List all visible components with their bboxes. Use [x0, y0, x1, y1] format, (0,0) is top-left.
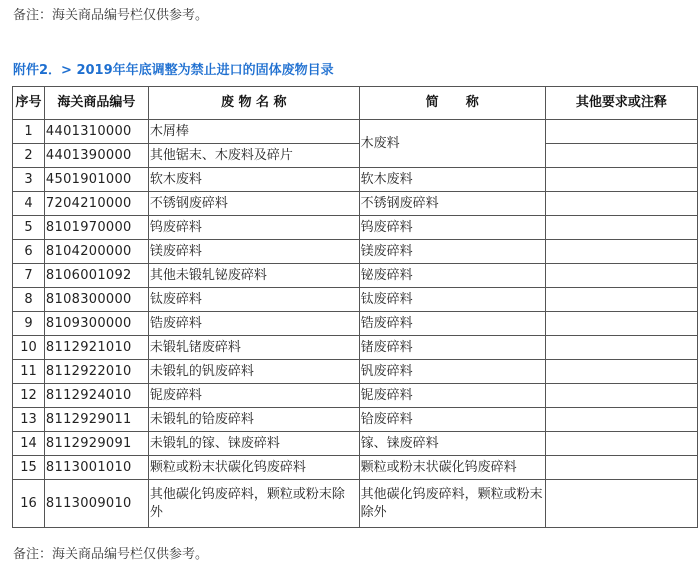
- cell-note: [545, 288, 697, 312]
- cell-short: 锗废碎料: [359, 336, 545, 360]
- table-row: [13, 336, 698, 360]
- cell-short: 颗粒或粉末状碳化钨废碎料: [359, 456, 545, 480]
- cell-code: 7204210000: [44, 192, 148, 216]
- cell-note: [545, 168, 697, 192]
- cell-short: 其他碳化钨废碎料，颗粒或粉末除外: [359, 480, 545, 528]
- cell-name: 木屑棒: [148, 120, 359, 144]
- table-row: [13, 288, 698, 312]
- header-note: 其他要求或注释: [545, 87, 697, 120]
- cell-note: [545, 312, 697, 336]
- cell-seq: 2: [13, 144, 45, 168]
- cell-code: 8113001010: [44, 456, 148, 480]
- cell-note: [545, 456, 697, 480]
- cell-short: 铋废碎料: [359, 264, 545, 288]
- cell-short: 不锈钢废碎料: [359, 192, 545, 216]
- cell-name: 颗粒或粉末状碳化钨废碎料: [148, 456, 359, 480]
- cell-short: 钨废碎料: [359, 216, 545, 240]
- bottom-note: 备注：海关商品编号栏仅供参考。: [13, 547, 209, 562]
- table-row: [13, 192, 698, 216]
- cell-code: 4401390000: [44, 144, 148, 168]
- table-row: [13, 360, 698, 384]
- cell-note: [545, 360, 697, 384]
- cell-code: 4501901000: [44, 168, 148, 192]
- table-row: [13, 264, 698, 288]
- header-short: 简 称: [359, 87, 545, 120]
- cell-name: 铌废碎料: [148, 384, 359, 408]
- cell-code: 8101970000: [44, 216, 148, 240]
- cell-short: 钒废碎料: [359, 360, 545, 384]
- cell-note: [545, 120, 697, 144]
- cell-seq: 16: [13, 480, 45, 528]
- cell-name: 不锈钢废碎料: [148, 192, 359, 216]
- cell-name: 软木废料: [148, 168, 359, 192]
- cell-name: 未锻轧锗废碎料: [148, 336, 359, 360]
- table-row: [13, 120, 698, 144]
- cell-short: 铪废碎料: [359, 408, 545, 432]
- table-row: [13, 384, 698, 408]
- cell-seq: 3: [13, 168, 45, 192]
- cell-seq: 7: [13, 264, 45, 288]
- cell-short: 铌废碎料: [359, 384, 545, 408]
- table-row: [13, 216, 698, 240]
- cell-seq: 4: [13, 192, 45, 216]
- table-row: [13, 432, 698, 456]
- table-row: [13, 480, 698, 528]
- cell-seq: 1: [13, 120, 45, 144]
- table-header-row: [13, 87, 698, 120]
- cell-short: 木废料: [359, 120, 545, 168]
- table-row: [13, 456, 698, 480]
- cell-code: 8112922010: [44, 360, 148, 384]
- cell-seq: 12: [13, 384, 45, 408]
- table-row: [13, 312, 698, 336]
- cell-note: [545, 264, 697, 288]
- cell-seq: 9: [13, 312, 45, 336]
- cell-name: 钨废碎料: [148, 216, 359, 240]
- cell-name: 其他未锻轧铋废碎料: [148, 264, 359, 288]
- cell-seq: 5: [13, 216, 45, 240]
- cell-name: 未锻轧的钒废碎料: [148, 360, 359, 384]
- cell-short: 镓、铼废碎料: [359, 432, 545, 456]
- cell-note: [545, 192, 697, 216]
- cell-short: 镁废碎料: [359, 240, 545, 264]
- cell-name: 锆废碎料: [148, 312, 359, 336]
- cell-code: 8112929091: [44, 432, 148, 456]
- cell-code: 8112924010: [44, 384, 148, 408]
- cell-code: 4401310000: [44, 120, 148, 144]
- cell-seq: 6: [13, 240, 45, 264]
- waste-catalog-table: [12, 86, 698, 528]
- header-seq: 序号: [13, 87, 45, 120]
- cell-code: 8113009010: [44, 480, 148, 528]
- cell-seq: 13: [13, 408, 45, 432]
- cell-name: 其他锯末、木废料及碎片: [148, 144, 359, 168]
- cell-short: 锆废碎料: [359, 312, 545, 336]
- cell-note: [545, 216, 697, 240]
- table-row: [13, 408, 698, 432]
- cell-seq: 15: [13, 456, 45, 480]
- cell-note: [545, 408, 697, 432]
- cell-seq: 8: [13, 288, 45, 312]
- cell-name: 镁废碎料: [148, 240, 359, 264]
- cell-name: 未锻轧的镓、铼废碎料: [148, 432, 359, 456]
- cell-name: 钛废碎料: [148, 288, 359, 312]
- cell-code: 8112921010: [44, 336, 148, 360]
- header-name: 废 物 名 称: [148, 87, 359, 120]
- cell-name: 其他碳化钨废碎料，颗粒或粉末除外: [148, 480, 359, 528]
- cell-code: 8104200000: [44, 240, 148, 264]
- cell-code: 8112929011: [44, 408, 148, 432]
- cell-short: 软木废料: [359, 168, 545, 192]
- header-code: 海关商品编号: [44, 87, 148, 120]
- cell-seq: 14: [13, 432, 45, 456]
- attachment-heading: 附件2．> 2019年年底调整为禁止进口的固体废物目录: [13, 63, 334, 78]
- cell-note: [545, 432, 697, 456]
- top-note: 备注：海关商品编号栏仅供参考。: [13, 8, 209, 23]
- table-row: [13, 144, 698, 168]
- cell-name: 未锻轧的铪废碎料: [148, 408, 359, 432]
- cell-code: 8109300000: [44, 312, 148, 336]
- cell-note: [545, 144, 697, 168]
- cell-seq: 10: [13, 336, 45, 360]
- table-row: [13, 240, 698, 264]
- cell-seq: 11: [13, 360, 45, 384]
- cell-code: 8106001092: [44, 264, 148, 288]
- cell-code: 8108300000: [44, 288, 148, 312]
- cell-note: [545, 384, 697, 408]
- cell-note: [545, 336, 697, 360]
- table-row: [13, 168, 698, 192]
- cell-short: 钛废碎料: [359, 288, 545, 312]
- cell-note: [545, 240, 697, 264]
- cell-note: [545, 480, 697, 528]
